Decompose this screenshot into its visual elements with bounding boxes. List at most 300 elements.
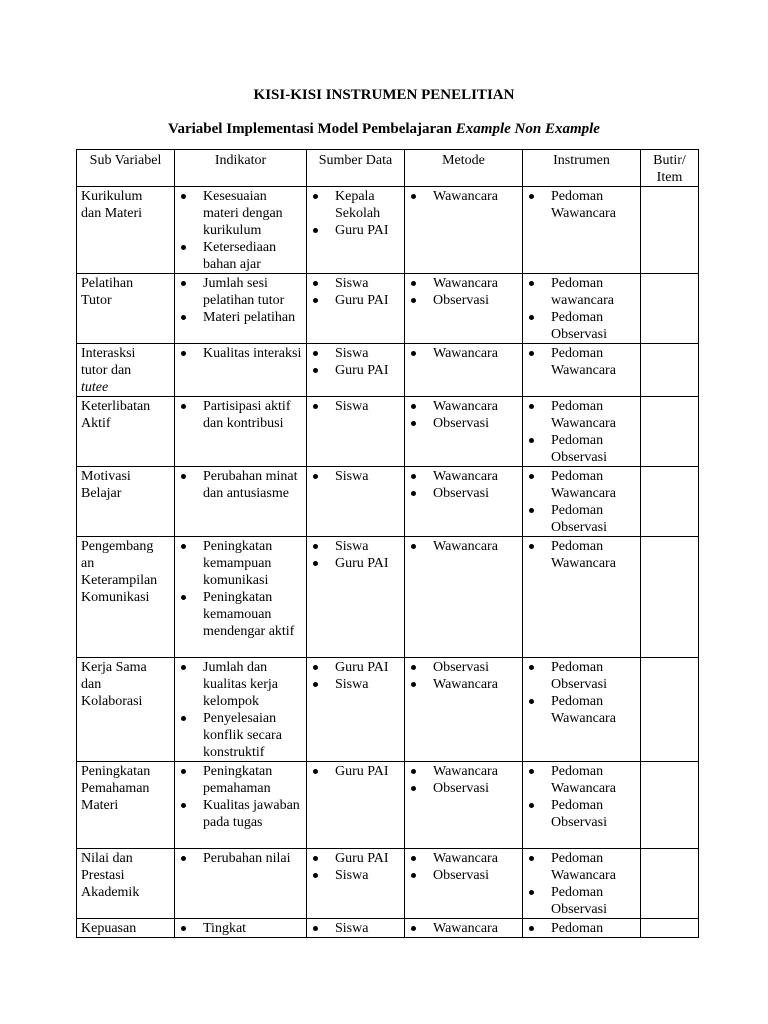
metode-list [409,275,518,309]
sumber-data-text: Guru PAI [335,660,389,675]
bullet-icon [313,368,318,373]
sumber-data-text: Siswa [335,346,369,361]
sumber-data-list [311,398,400,415]
instrumen-text: Pedoman Observasi [551,433,607,465]
instrumen-list [527,763,636,831]
document-title: KISI-KISI INSTRUMEN PENELITIAN [253,87,515,103]
instrumen-item [527,432,636,466]
cell-instrumen [523,467,641,537]
indikator-text: Kualitas jawaban pada tugas [203,798,300,830]
instrumen-item [527,468,636,502]
bullet-icon [313,665,318,670]
sumber-data-text: Siswa [335,276,369,291]
bullet-icon [411,769,416,774]
bullet-icon [313,404,318,409]
instrumen-item [527,920,636,937]
header-instrumen: Instrumen [523,150,641,187]
bullet-icon [411,474,416,479]
bullet-icon [313,856,318,861]
sumber-data-text: Siswa [335,399,369,414]
instrumen-list [527,850,636,918]
cell-butir-item [641,658,699,762]
sumber-data-item [311,920,400,937]
cell-sub-variabel [77,274,175,344]
cell-sumber-data [307,658,405,762]
bullet-icon [313,873,318,878]
cell-sub-variabel [77,467,175,537]
bullet-icon [411,665,416,670]
metode-list [409,850,518,884]
instrumen-text: Pedoman Wawancara [551,189,616,221]
sub-variabel-line: Keterampilan [81,573,158,588]
metode-item [409,659,518,676]
indikator-item [179,239,302,273]
sumber-data-list [311,659,400,693]
indikator-list [179,538,302,640]
instrumen-list [527,275,636,343]
sumber-data-item [311,676,400,693]
bullet-icon [529,315,534,320]
sumber-data-item [311,398,400,415]
cell-metode [405,467,523,537]
bullet-icon [529,890,534,895]
sub-variabel-line: Pengembang [81,539,154,554]
bullet-icon [313,682,318,687]
bullet-icon [411,194,416,199]
indikator-list [179,763,302,831]
cell-metode [405,849,523,919]
metode-item [409,415,518,432]
sub-variabel-line: Kepuasan [81,921,137,936]
instrumen-text: Pedoman Observasi [551,503,607,535]
indikator-item [179,659,302,710]
bullet-icon [313,281,318,286]
cell-butir-item [641,537,699,658]
instrumen-list [527,398,636,466]
sumber-data-item [311,763,400,780]
bullet-icon [313,926,318,931]
cell-sub-variabel [77,762,175,849]
bullet-icon [181,926,186,931]
metode-text: Observasi [433,486,489,501]
cell-instrumen [523,849,641,919]
indikator-list [179,850,302,867]
metode-item [409,780,518,797]
cell-metode [405,274,523,344]
instrumen-item [527,659,636,693]
subtitle-italic-text: Example Non Example [455,121,600,137]
bullet-icon [181,595,186,600]
metode-list [409,188,518,205]
indikator-text: Peningkatan pemahaman [203,764,273,796]
sumber-data-item [311,292,400,309]
sub-variabel-line: Kerja Sama [81,660,147,675]
indikator-text: Partisipasi aktif dan kontribusi [203,399,291,431]
cell-indikator [175,467,307,537]
metode-list [409,763,518,797]
table-row [77,537,699,658]
sumber-data-list [311,920,400,937]
sumber-data-list [311,275,400,309]
bullet-icon [529,508,534,513]
instrumen-text: Pedoman Wawancara [551,399,616,431]
cell-indikator [175,849,307,919]
cell-metode [405,919,523,938]
metode-list [409,345,518,362]
bullet-icon [529,699,534,704]
subtitle-text: Variabel Implementasi Model Pembelajaran [168,121,456,137]
metode-item [409,763,518,780]
header-sumber-data: Sumber Data [307,150,405,187]
bullet-icon [313,474,318,479]
instrumen-text: Pedoman Wawancara [551,694,616,726]
cell-sumber-data [307,467,405,537]
sumber-data-item [311,275,400,292]
cell-sumber-data [307,919,405,938]
cell-butir-item [641,919,699,938]
metode-text: Wawancara [433,677,498,692]
bullet-icon [181,665,186,670]
cell-metode [405,187,523,274]
instrumen-text: Pedoman Observasi [551,660,607,692]
sumber-data-item [311,850,400,867]
cell-sub-variabel [77,397,175,467]
cell-metode [405,658,523,762]
sumber-data-item [311,222,400,239]
indikator-text: Kesesuaian materi dengan kurikulum [203,189,283,238]
sub-variabel-italic-line: tutee [81,380,109,395]
cell-instrumen [523,537,641,658]
indikator-list [179,468,302,502]
indikator-item [179,710,302,761]
table-row [77,658,699,762]
instrumen-item [527,763,636,797]
metode-list [409,538,518,555]
bullet-icon [529,665,534,670]
instrumen-item [527,850,636,884]
sumber-data-list [311,468,400,485]
sub-variabel-line: Prestasi [81,868,125,883]
table-row [77,187,699,274]
bullet-icon [529,856,534,861]
table-header-row [77,150,699,187]
cell-butir-item [641,187,699,274]
cell-instrumen [523,762,641,849]
metode-list [409,398,518,432]
bullet-icon [411,873,416,878]
metode-text: Observasi [433,868,489,883]
bullet-icon [313,298,318,303]
cell-sumber-data [307,274,405,344]
sub-variabel-line: Nilai dan [81,851,133,866]
instrumen-item [527,884,636,918]
cell-butir-item [641,344,699,397]
bullet-icon [529,803,534,808]
instrumen-item [527,275,636,309]
bullet-icon [181,544,186,549]
sumber-data-item [311,659,400,676]
bullet-icon [411,856,416,861]
cell-sumber-data [307,537,405,658]
bullet-icon [313,194,318,199]
bullet-icon [181,315,186,320]
cell-sub-variabel [77,187,175,274]
metode-text: Wawancara [433,189,498,204]
metode-item [409,275,518,292]
header-sub-variabel: Sub Variabel [77,150,175,187]
instrumen-list [527,345,636,379]
bullet-icon [181,474,186,479]
metode-text: Wawancara [433,399,498,414]
metode-text: Observasi [433,781,489,796]
bullet-icon [411,404,416,409]
instrumen-item [527,502,636,536]
sumber-data-item [311,555,400,572]
sub-variabel-line: Akademik [81,885,140,900]
cell-indikator [175,397,307,467]
indikator-list [179,275,302,326]
sumber-data-text: Kepala Sekolah [335,189,381,221]
cell-instrumen [523,397,641,467]
metode-item [409,920,518,937]
sumber-data-text: Guru PAI [335,293,389,308]
sumber-data-text: Siswa [335,539,369,554]
sub-variabel-line: Kolaborasi [81,694,143,709]
metode-item [409,345,518,362]
bullet-icon [181,351,186,356]
cell-metode [405,397,523,467]
indikator-text: Peningkatan kemampuan komunikasi [203,539,273,588]
metode-text: Wawancara [433,851,498,866]
indikator-item [179,398,302,432]
metode-text: Wawancara [433,469,498,484]
cell-metode [405,762,523,849]
bullet-icon [529,474,534,479]
indikator-list [179,659,302,761]
indikator-item [179,345,302,362]
cell-butir-item [641,762,699,849]
bullet-icon [529,404,534,409]
sumber-data-list [311,763,400,780]
indikator-list [179,188,302,273]
indikator-item [179,309,302,326]
instrumen-list [527,538,636,572]
bullet-icon [411,351,416,356]
instrumen-text: Pedoman Observasi [551,885,607,917]
cell-indikator [175,762,307,849]
cell-instrumen [523,187,641,274]
sumber-data-text: Guru PAI [335,556,389,571]
sub-variabel-line: dan Materi [81,206,143,221]
metode-text: Wawancara [433,276,498,291]
bullet-icon [529,769,534,774]
metode-item [409,485,518,502]
instrumen-text: Pedoman Wawancara [551,764,616,796]
sumber-data-item [311,188,400,222]
header-metode: Metode [405,150,523,187]
sumber-data-item [311,867,400,884]
cell-metode [405,344,523,397]
cell-indikator [175,537,307,658]
instrumen-text: Pedoman Wawancara [551,851,616,883]
sumber-data-text: Siswa [335,921,369,936]
cell-indikator [175,187,307,274]
kisi-kisi-table [76,149,699,938]
metode-item [409,188,518,205]
bullet-icon [313,228,318,233]
bullet-icon [411,926,416,931]
indikator-item [179,797,302,831]
instrumen-item [527,538,636,572]
instrumen-text: Pedoman Observasi [551,310,607,342]
header-butir-item: Butir/ Item [641,150,699,187]
indikator-text: Perubahan nilai [203,851,291,866]
metode-list [409,920,518,937]
bullet-icon [411,298,416,303]
cell-butir-item [641,467,699,537]
instrumen-text: Pedoman Wawancara [551,469,616,501]
bullet-icon [411,682,416,687]
metode-text: Observasi [433,293,489,308]
instrumen-text: Pedoman Observasi [551,798,607,830]
cell-indikator [175,344,307,397]
bullet-icon [181,716,186,721]
instrumen-list [527,920,636,937]
metode-item [409,538,518,555]
sumber-data-list [311,538,400,572]
instrumen-list [527,659,636,727]
bullet-icon [529,544,534,549]
table-row [77,467,699,537]
bullet-icon [313,544,318,549]
indikator-text: Kualitas interaksi [203,346,302,361]
indikator-list [179,920,302,937]
instrumen-item [527,345,636,379]
instrumen-item [527,309,636,343]
sumber-data-text: Guru PAI [335,223,389,238]
cell-indikator [175,274,307,344]
indikator-item [179,589,302,640]
sub-variabel-line: Interasksi [81,346,136,361]
sumber-data-item [311,362,400,379]
cell-sumber-data [307,187,405,274]
bullet-icon [313,769,318,774]
indikator-list [179,345,302,362]
sumber-data-item [311,345,400,362]
indikator-item [179,538,302,589]
bullet-icon [529,194,534,199]
cell-sub-variabel [77,344,175,397]
cell-butir-item [641,397,699,467]
sub-variabel-line: Belajar [81,486,122,501]
metode-item [409,867,518,884]
sumber-data-list [311,345,400,379]
cell-indikator [175,658,307,762]
sumber-data-text: Guru PAI [335,851,389,866]
bullet-icon [529,281,534,286]
cell-butir-item [641,274,699,344]
instrumen-list [527,468,636,536]
bullet-icon [181,856,186,861]
cell-sub-variabel [77,537,175,658]
metode-text: Observasi [433,660,489,675]
instrumen-item [527,188,636,222]
metode-text: Wawancara [433,346,498,361]
sub-variabel-line: Aktif [81,416,111,431]
indikator-text: Penyelesaian konflik secara konstruktif [203,711,282,760]
cell-sumber-data [307,397,405,467]
table-row [77,919,699,938]
metode-text: Observasi [433,416,489,431]
indikator-text: Jumlah dan kualitas kerja kelompok [203,660,279,709]
cell-sub-variabel [77,658,175,762]
sumber-data-text: Guru PAI [335,363,389,378]
sub-variabel-line: Keterlibatan [81,399,151,414]
sumber-data-text: Siswa [335,469,369,484]
bullet-icon [181,281,186,286]
cell-instrumen [523,274,641,344]
bullet-icon [181,404,186,409]
indikator-text: Tingkat [203,921,247,936]
metode-item [409,850,518,867]
sub-variabel-line: Kurikulum [81,189,143,204]
sumber-data-list [311,850,400,884]
bullet-icon [411,421,416,426]
bullet-icon [529,438,534,443]
instrumen-text: Pedoman Wawancara [551,346,616,378]
indikator-text: Ketersediaan bahan ajar [203,240,277,272]
sub-variabel-line: Peningkatan [81,764,151,779]
bullet-icon [181,769,186,774]
metode-text: Wawancara [433,539,498,554]
indikator-item [179,468,302,502]
bullet-icon [181,803,186,808]
indikator-text: Jumlah sesi pelatihan tutor [203,276,285,308]
metode-item [409,398,518,415]
instrumen-item [527,398,636,432]
bullet-icon [411,786,416,791]
sumber-data-item [311,538,400,555]
indikator-item [179,763,302,797]
sub-variabel-line: Pelatihan [81,276,134,291]
instrumen-item [527,693,636,727]
indikator-text: Materi pelatihan [203,310,296,325]
table-body [77,187,699,938]
table-row [77,274,699,344]
bullet-icon [411,491,416,496]
sumber-data-text: Siswa [335,677,369,692]
indikator-item [179,188,302,239]
bullet-icon [181,245,186,250]
table-row [77,397,699,467]
cell-sub-variabel [77,919,175,938]
bullet-icon [181,194,186,199]
metode-text: Wawancara [433,921,498,936]
bullet-icon [529,926,534,931]
bullet-icon [411,544,416,549]
cell-metode [405,537,523,658]
metode-item [409,292,518,309]
cell-sumber-data [307,849,405,919]
instrumen-text: Pedoman wawancara [551,276,614,308]
cell-sumber-data [307,762,405,849]
bullet-icon [411,281,416,286]
cell-instrumen [523,658,641,762]
metode-list [409,659,518,693]
sub-variabel-line: dan [81,677,102,692]
indikator-list [179,398,302,432]
table-row [77,762,699,849]
